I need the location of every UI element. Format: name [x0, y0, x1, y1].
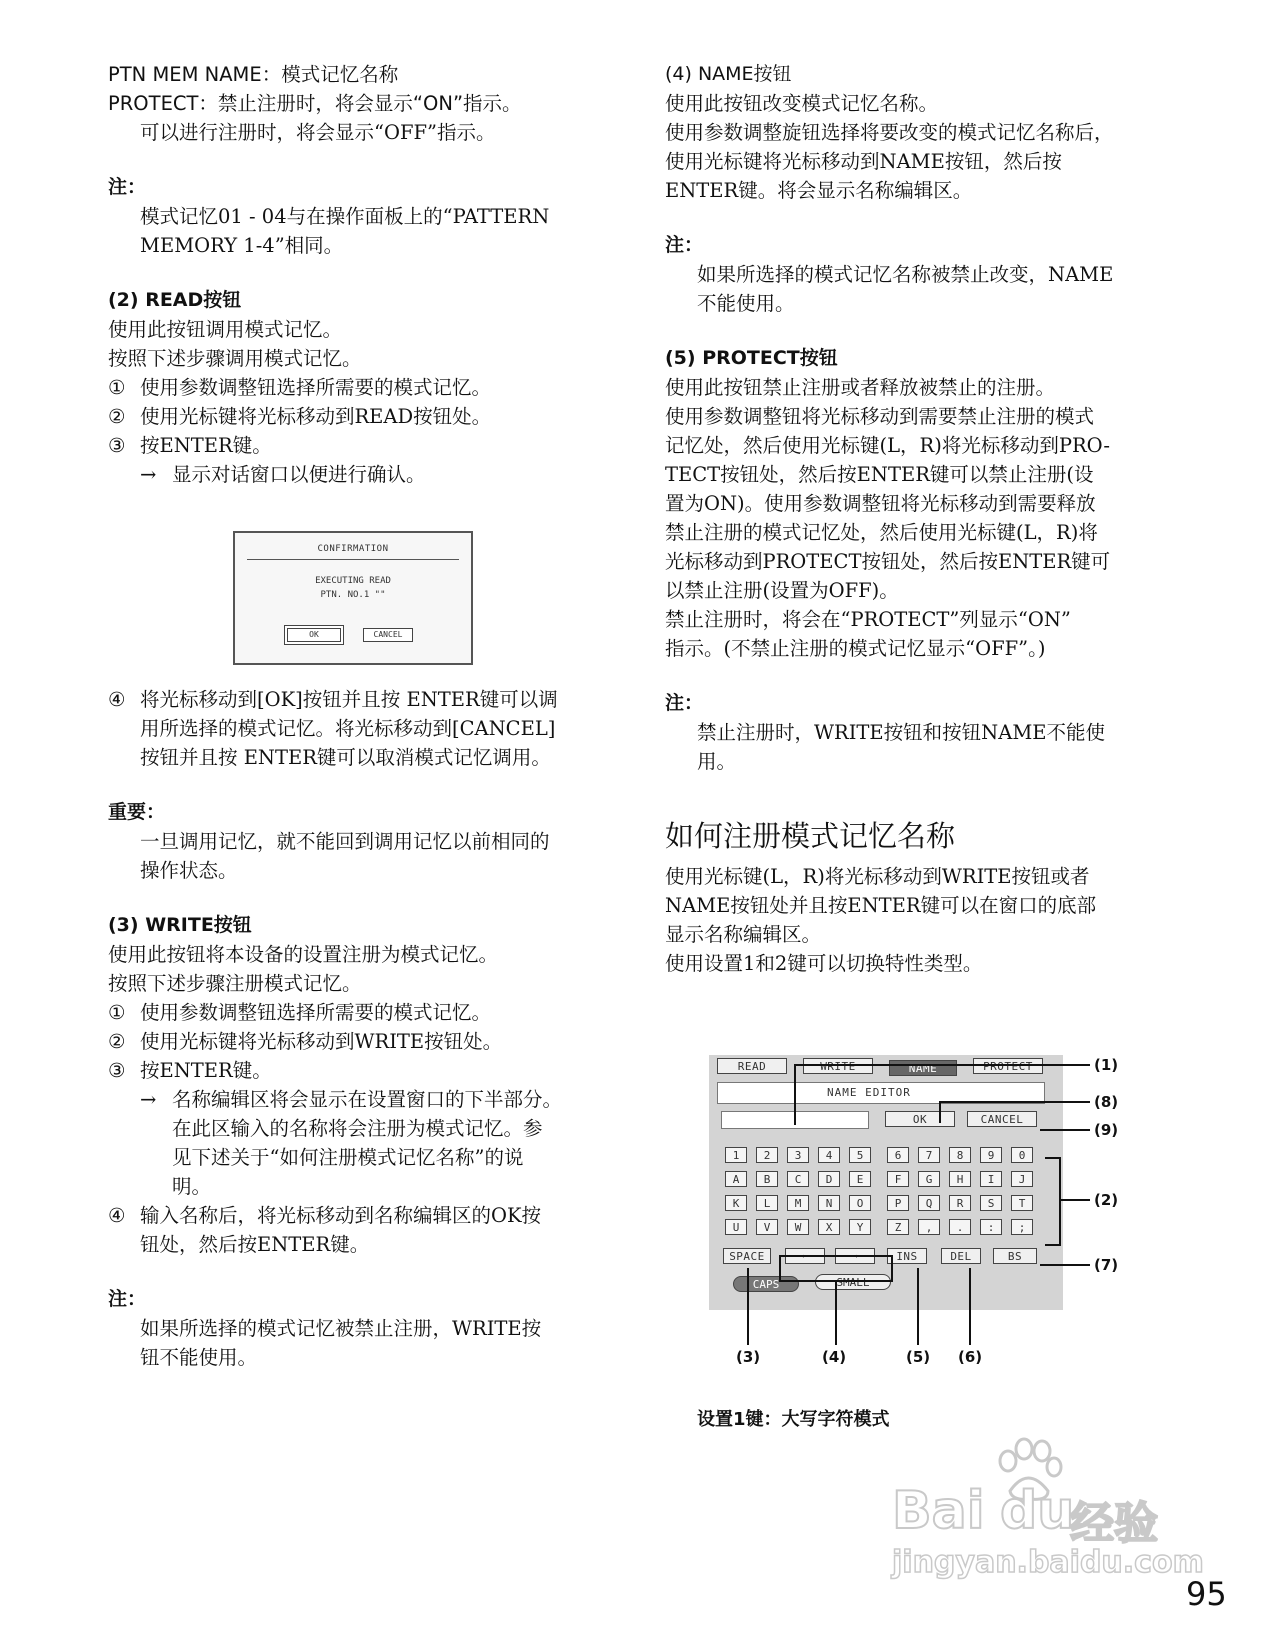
del-button[interactable]: DEL — [941, 1248, 981, 1264]
key-r-1-2[interactable]: H — [949, 1171, 971, 1187]
key-r-1-4[interactable]: J — [1011, 1171, 1033, 1187]
protect-line: 置为ON)。使用参数调整钮将光标移动到需要释放 — [665, 492, 1096, 515]
write-result: → 名称编辑区将会显示在设置窗口的下半部分。 — [140, 1088, 563, 1111]
name-input[interactable] — [721, 1111, 869, 1129]
dialog-message: EXECUTING READ PTN. NO.1 "" — [315, 576, 391, 600]
key-l-2-3[interactable]: N — [818, 1195, 840, 1211]
protect-line: 记忆处，然后使用光标键(L，R)将光标移动到PRO- — [665, 434, 1110, 457]
protect-line: TECT按钮处，然后按ENTER键可以禁止注册(设 — [665, 463, 1094, 486]
callout-8: (8) — [1094, 1093, 1119, 1111]
protect-line: 使用参数调整钮将光标移动到需要禁止注册的模式 — [665, 405, 1095, 428]
read-line: 使用此按钮调用模式记忆。 — [108, 318, 343, 341]
write-result-cont: 明。 — [172, 1175, 212, 1198]
key-r-0-3[interactable]: 9 — [980, 1147, 1002, 1163]
key-r-0-4[interactable]: 0 — [1011, 1147, 1033, 1163]
watermark-suffix: 经验 — [1070, 1498, 1158, 1549]
key-l-0-0[interactable]: 1 — [725, 1147, 747, 1163]
cursor-left-button[interactable]: ⬅ — [785, 1248, 825, 1264]
caps-tab[interactable]: CAPS — [733, 1276, 799, 1292]
key-r-0-2[interactable]: 8 — [949, 1147, 971, 1163]
dialog-cancel-button[interactable]: CANCEL — [363, 628, 413, 642]
key-l-3-2[interactable]: W — [787, 1219, 809, 1235]
key-r-2-4[interactable]: T — [1011, 1195, 1033, 1211]
key-r-0-0[interactable]: 6 — [887, 1147, 909, 1163]
key-r-2-3[interactable]: S — [980, 1195, 1002, 1211]
key-l-2-1[interactable]: L — [756, 1195, 778, 1211]
ok-button[interactable]: OK — [885, 1111, 955, 1127]
important-line: 操作状态。 — [140, 859, 238, 882]
key-l-3-4[interactable]: Y — [849, 1219, 871, 1235]
right-column — [665, 60, 1175, 978]
key-r-0-1[interactable]: 7 — [918, 1147, 940, 1163]
section-line: 使用设置1和2键可以切换特性类型。 — [665, 952, 983, 975]
note4-line: 禁止注册时，WRITE按钮和按钮NAME不能使 — [697, 721, 1106, 744]
name-editor-title: NAME EDITOR — [827, 1086, 911, 1099]
key-l-2-0[interactable]: K — [725, 1195, 747, 1211]
write-heading: (3) WRITE按钮 — [108, 914, 252, 936]
note3-heading: 注： — [665, 234, 704, 256]
important-heading: 重要： — [108, 801, 166, 823]
key-l-1-1[interactable]: B — [756, 1171, 778, 1187]
protect-heading: (5) PROTECT按钮 — [665, 347, 838, 369]
tab-write[interactable]: WRITE — [803, 1058, 873, 1074]
page-number: 95 — [1186, 1575, 1227, 1613]
key-r-3-2[interactable]: . — [949, 1219, 971, 1235]
intro-line-1: PTN MEM NAME：模式记忆名称 — [108, 63, 399, 86]
note3-line: 不能使用。 — [697, 292, 795, 315]
name-line: 使用参数调整旋钮选择将要改变的模式记忆名称后， — [665, 121, 1114, 144]
read-step: ③ 按ENTER键。 — [108, 434, 272, 457]
key-r-1-0[interactable]: F — [887, 1171, 909, 1187]
tab-protect[interactable]: PROTECT — [973, 1058, 1043, 1074]
key-l-1-4[interactable]: E — [849, 1171, 871, 1187]
section-line: 显示名称编辑区。 — [665, 923, 822, 946]
key-r-3-4[interactable]: ; — [1011, 1219, 1033, 1235]
note2-line: 如果所选择的模式记忆被禁止注册，WRITE按 — [140, 1317, 542, 1340]
key-l-3-3[interactable]: X — [818, 1219, 840, 1235]
protect-line: 禁止注册时，将会在“PROTECT”列显示“ON” — [665, 608, 1071, 631]
section-line: NAME按钮处并且按ENTER键可以在窗口的底部 — [665, 894, 1097, 917]
key-l-2-4[interactable]: O — [849, 1195, 871, 1211]
note1-line: 模式记忆01 - 04与在操作面板上的“PATTERN — [140, 205, 550, 228]
callout-6: (6) — [958, 1348, 983, 1366]
protect-line: 指示。(不禁止注册的模式记忆显示“OFF”。) — [665, 637, 1046, 660]
dialog-ok-button[interactable]: OK — [287, 628, 341, 642]
callout-3: (3) — [736, 1348, 761, 1366]
key-l-0-2[interactable]: 3 — [787, 1147, 809, 1163]
key-l-0-1[interactable]: 2 — [756, 1147, 778, 1163]
ins-button[interactable]: INS — [887, 1248, 927, 1264]
watermark-brand: Bai — [892, 1481, 985, 1541]
key-l-0-4[interactable]: 5 — [849, 1147, 871, 1163]
intro-line-3: 可以进行注册时，将会显示“OFF”指示。 — [140, 121, 496, 144]
baidu-watermark — [892, 1435, 1204, 1585]
figure-caption: 设置1键：大写字符模式 — [697, 1409, 890, 1430]
write-step-4-cont: 钮处，然后按ENTER键。 — [140, 1233, 370, 1256]
important-line: 一旦调用记忆，就不能回到调用记忆以前相同的 — [140, 830, 550, 853]
callout-9: (9) — [1094, 1121, 1119, 1139]
dialog-title: CONFIRMATION — [317, 544, 389, 554]
note4-heading: 注： — [665, 692, 704, 714]
watermark-brand-du: du — [1000, 1481, 1075, 1541]
key-r-1-3[interactable]: I — [980, 1171, 1002, 1187]
note1-heading: 注： — [108, 176, 147, 198]
write-result-cont: 见下述关于“如何注册模式记忆名称”的说 — [172, 1146, 524, 1169]
key-l-1-2[interactable]: C — [787, 1171, 809, 1187]
small-tab[interactable]: SMALL — [815, 1274, 891, 1290]
read-step: ② 使用光标键将光标移动到READ按钮处。 — [108, 405, 492, 428]
read-step-4-cont: 用所选择的模式记忆。将光标移动到[CANCEL] — [140, 717, 556, 740]
note2-heading: 注： — [108, 1288, 147, 1310]
key-r-2-0[interactable]: P — [887, 1195, 909, 1211]
protect-line: 以禁止注册(设置为OFF)。 — [665, 579, 899, 602]
read-result: → 显示对话窗口以便进行确认。 — [140, 463, 426, 486]
tab-read[interactable]: READ — [717, 1058, 787, 1074]
write-step: ① 使用参数调整钮选择所需要的模式记忆。 — [108, 1001, 492, 1024]
key-l-0-3[interactable]: 4 — [818, 1147, 840, 1163]
key-r-1-1[interactable]: G — [918, 1171, 940, 1187]
confirmation-dialog — [233, 531, 473, 665]
key-r-3-3[interactable]: : — [980, 1219, 1002, 1235]
callout-5: (5) — [906, 1348, 931, 1366]
name-line: 使用光标键将光标移动到NAME按钮，然后按 — [665, 150, 1062, 173]
callout-2: (2) — [1094, 1191, 1119, 1209]
name-heading: (4) NAME按钮 — [665, 63, 792, 85]
key-r-3-0[interactable]: Z — [887, 1219, 909, 1235]
write-step: ③ 按ENTER键。 — [108, 1059, 272, 1082]
read-heading: (2) READ按钮 — [108, 289, 242, 311]
key-l-2-2[interactable]: M — [787, 1195, 809, 1211]
intro-line-2: PROTECT：禁止注册时，将会显示“ON”指示。 — [108, 92, 522, 115]
protect-line: 光标移动到PROTECT按钮处，然后按ENTER键可 — [665, 550, 1111, 573]
note4-line: 用。 — [697, 750, 737, 773]
key-r-2-1[interactable]: Q — [918, 1195, 940, 1211]
note2-line: 钮不能使用。 — [140, 1346, 258, 1369]
watermark-url: jingyan.baidu.com — [892, 1545, 1204, 1580]
protect-line: 使用此按钮禁止注册或者释放被禁止的注册。 — [665, 376, 1056, 399]
note1-line: MEMORY 1-4”相同。 — [140, 234, 344, 257]
name-editor-screen — [709, 1055, 1063, 1310]
read-step-4: ④ 将光标移动到[OK]按钮并且按 ENTER键可以调 — [108, 688, 558, 711]
write-line: 按照下述步骤注册模式记忆。 — [108, 972, 362, 995]
note3-line: 如果所选择的模式记忆名称被禁止改变，NAME — [697, 263, 1114, 286]
write-line: 使用此按钮将本设备的设置注册为模式记忆。 — [108, 943, 499, 966]
write-result-cont: 在此区输入的名称将会注册为模式记忆。参 — [172, 1117, 543, 1140]
write-step: ② 使用光标键将光标移动到WRITE按钮处。 — [108, 1030, 503, 1053]
left-column — [108, 60, 608, 1372]
callout-4: (4) — [822, 1348, 847, 1366]
read-step-4-cont: 按钮并且按 ENTER键可以取消模式记忆调用。 — [140, 746, 551, 769]
name-line: 使用此按钮改变模式记忆名称。 — [665, 92, 939, 115]
key-r-3-1[interactable]: , — [918, 1219, 940, 1235]
read-step: ① 使用参数调整钮选择所需要的模式记忆。 — [108, 376, 492, 399]
key-r-2-2[interactable]: R — [949, 1195, 971, 1211]
bs-button[interactable]: BS — [993, 1248, 1037, 1264]
cancel-button[interactable]: CANCEL — [967, 1111, 1037, 1127]
read-line: 按照下述步骤调用模式记忆。 — [108, 347, 362, 370]
write-step-4: ④ 输入名称后，将光标移动到名称编辑区的OK按 — [108, 1204, 542, 1227]
space-button[interactable]: SPACE — [723, 1248, 771, 1264]
key-l-1-3[interactable]: D — [818, 1171, 840, 1187]
section-line: 使用光标键(L，R)将光标移动到WRITE按钮或者 — [665, 865, 1090, 888]
callout-7: (7) — [1094, 1256, 1119, 1274]
cursor-right-button[interactable]: ➡ — [835, 1248, 875, 1264]
key-l-1-0[interactable]: A — [725, 1171, 747, 1187]
protect-line: 禁止注册的模式记忆处，然后使用光标键(L，R)将 — [665, 521, 1098, 544]
section-title: 如何注册模式记忆名称 — [665, 819, 956, 853]
tab-name[interactable]: NAME — [889, 1060, 957, 1076]
key-l-3-0[interactable]: U — [725, 1219, 747, 1235]
callout-1: (1) — [1094, 1056, 1119, 1074]
key-l-3-1[interactable]: V — [756, 1219, 778, 1235]
dialog-divider — [247, 559, 459, 560]
name-line: ENTER键。将会显示名称编辑区。 — [665, 179, 973, 202]
